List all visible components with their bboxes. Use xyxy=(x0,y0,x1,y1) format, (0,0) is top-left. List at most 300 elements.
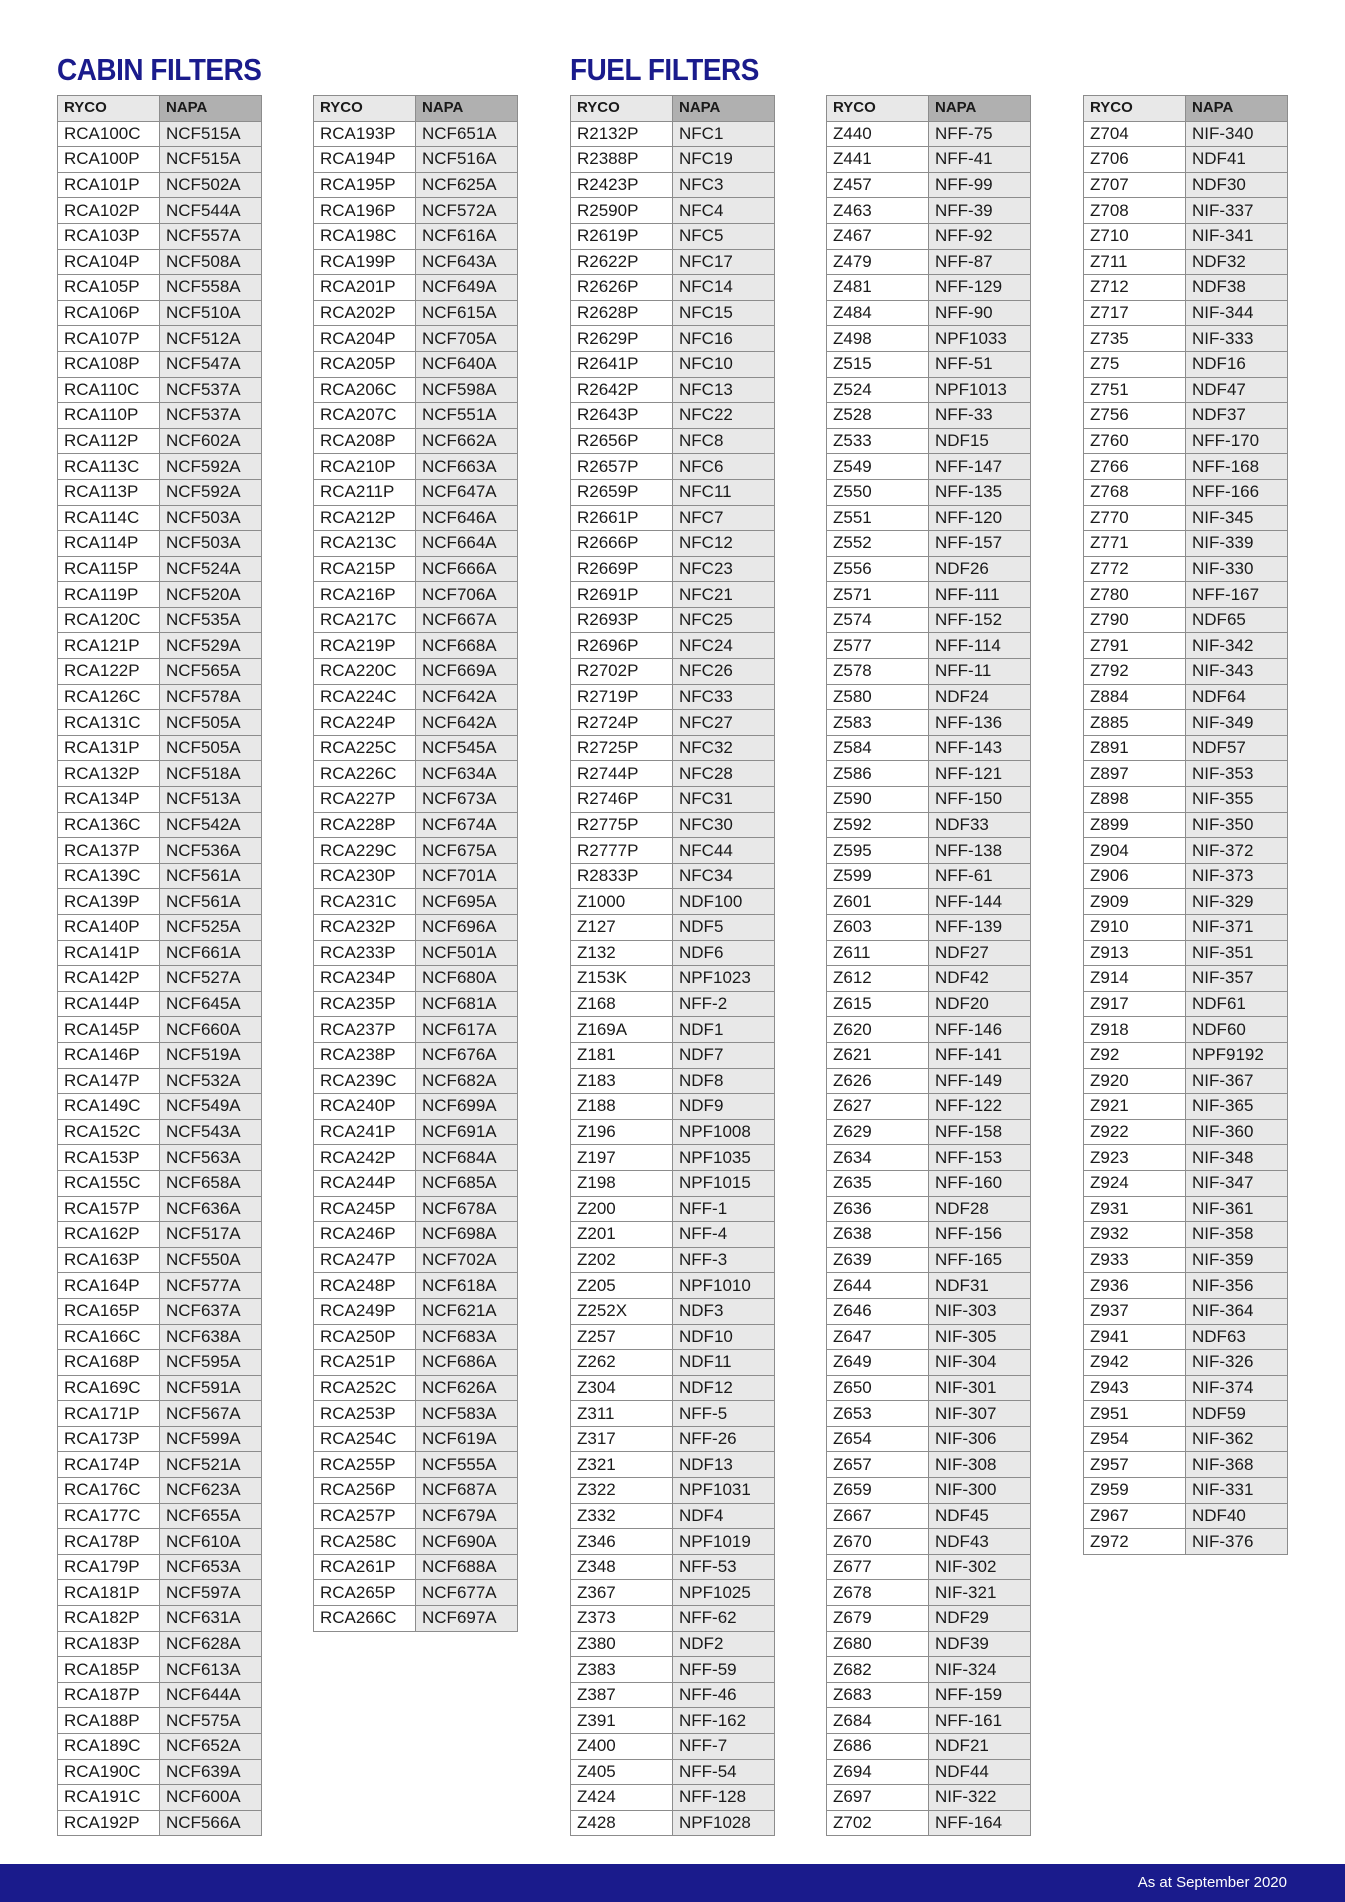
ryco-part-number: R2656P xyxy=(571,428,673,454)
table-row xyxy=(58,1324,262,1350)
napa-part-number: NCF615A xyxy=(416,300,518,326)
napa-part-number: NFF-87 xyxy=(929,249,1031,275)
table-row xyxy=(571,531,775,557)
table-row xyxy=(827,1350,1031,1376)
napa-part-number: NIF-372 xyxy=(1186,838,1288,864)
napa-part-number: NFF-139 xyxy=(929,915,1031,941)
napa-part-number: NFC44 xyxy=(673,838,775,864)
ryco-part-number: RCA246P xyxy=(314,1222,416,1248)
ryco-part-number: Z918 xyxy=(1084,1017,1186,1043)
napa-part-number: NIF-341 xyxy=(1186,223,1288,249)
napa-part-number: NCF595A xyxy=(160,1350,262,1376)
table-row xyxy=(58,403,262,429)
ryco-part-number: RCA204P xyxy=(314,326,416,352)
table-row xyxy=(571,966,775,992)
table-row xyxy=(314,403,518,429)
ryco-part-number: Z463 xyxy=(827,198,929,224)
ryco-part-number: Z644 xyxy=(827,1273,929,1299)
napa-part-number: NIF-364 xyxy=(1186,1298,1288,1324)
napa-part-number: NCF663A xyxy=(416,454,518,480)
napa-part-number: NCF660A xyxy=(160,1017,262,1043)
napa-part-number: NFF-149 xyxy=(929,1068,1031,1094)
napa-part-number: NFC4 xyxy=(673,198,775,224)
table-row xyxy=(314,121,518,147)
table-row xyxy=(571,1247,775,1273)
napa-part-number: NIF-330 xyxy=(1186,556,1288,582)
table-row xyxy=(314,1401,518,1427)
table-row xyxy=(58,633,262,659)
table-row xyxy=(827,1222,1031,1248)
ryco-part-number: Z168 xyxy=(571,991,673,1017)
ryco-part-number: Z603 xyxy=(827,915,929,941)
table-row xyxy=(571,249,775,275)
napa-part-number: NFC1 xyxy=(673,121,775,147)
ryco-part-number: RCA193P xyxy=(314,121,416,147)
ryco-part-number: RCA233P xyxy=(314,940,416,966)
napa-part-number: NIF-339 xyxy=(1186,531,1288,557)
table-row xyxy=(1084,479,1288,505)
table-row xyxy=(571,1426,775,1452)
napa-part-number: NCF524A xyxy=(160,556,262,582)
ryco-part-number: Z771 xyxy=(1084,531,1186,557)
napa-part-number: NCF578A xyxy=(160,684,262,710)
ryco-part-number: RCA178P xyxy=(58,1529,160,1555)
table-row xyxy=(827,377,1031,403)
table-header-row xyxy=(571,96,775,122)
table-row xyxy=(827,1324,1031,1350)
table-row xyxy=(314,1350,518,1376)
ryco-part-number: RCA169C xyxy=(58,1375,160,1401)
table-row xyxy=(1084,889,1288,915)
ryco-part-number: RCA164P xyxy=(58,1273,160,1299)
napa-part-number: NDF5 xyxy=(673,915,775,941)
napa-part-number: NDF12 xyxy=(673,1375,775,1401)
napa-part-number: NIF-348 xyxy=(1186,1145,1288,1171)
table-row xyxy=(1084,633,1288,659)
table-row xyxy=(58,275,262,301)
ryco-column-header: RYCO xyxy=(314,96,416,122)
ryco-part-number: RCA192P xyxy=(58,1810,160,1836)
napa-part-number: NPF9192 xyxy=(1186,1042,1288,1068)
napa-part-number: NIF-307 xyxy=(929,1401,1031,1427)
table-row xyxy=(1084,223,1288,249)
napa-part-number: NCF597A xyxy=(160,1580,262,1606)
napa-part-number: NCF652A xyxy=(160,1734,262,1760)
table-row xyxy=(571,1734,775,1760)
ryco-part-number: Z627 xyxy=(827,1094,929,1120)
table-row xyxy=(1084,1478,1288,1504)
ryco-part-number: Z943 xyxy=(1084,1375,1186,1401)
table-row xyxy=(571,1708,775,1734)
ryco-part-number: Z586 xyxy=(827,761,929,787)
table-row xyxy=(827,838,1031,864)
table-row xyxy=(314,1247,518,1273)
ryco-part-number: Z638 xyxy=(827,1222,929,1248)
napa-part-number: NCF673A xyxy=(416,787,518,813)
napa-part-number: NCF501A xyxy=(416,940,518,966)
napa-part-number: NFC30 xyxy=(673,812,775,838)
ryco-part-number: Z791 xyxy=(1084,633,1186,659)
ryco-part-number: RCA250P xyxy=(314,1324,416,1350)
napa-part-number: NCF701A xyxy=(416,863,518,889)
napa-part-number: NFC34 xyxy=(673,863,775,889)
napa-part-number: NPF1025 xyxy=(673,1580,775,1606)
napa-part-number: NPF1023 xyxy=(673,966,775,992)
ryco-part-number: RCA252C xyxy=(314,1375,416,1401)
table-row xyxy=(58,1631,262,1657)
table-row xyxy=(314,1196,518,1222)
table-row xyxy=(58,1094,262,1120)
ryco-part-number: Z440 xyxy=(827,121,929,147)
ryco-part-number: RCA152C xyxy=(58,1119,160,1145)
ryco-part-number: RCA191C xyxy=(58,1785,160,1811)
ryco-part-number: Z697 xyxy=(827,1785,929,1811)
napa-part-number: NCF698A xyxy=(416,1222,518,1248)
table-row xyxy=(314,838,518,864)
ryco-part-number: Z1000 xyxy=(571,889,673,915)
ryco-part-number: R2744P xyxy=(571,761,673,787)
napa-part-number: NCF520A xyxy=(160,582,262,608)
table-row xyxy=(571,889,775,915)
napa-part-number: NCF602A xyxy=(160,428,262,454)
table-row xyxy=(314,300,518,326)
table-row xyxy=(571,838,775,864)
table-row xyxy=(314,198,518,224)
ryco-part-number: Z153K xyxy=(571,966,673,992)
ryco-column-header: RYCO xyxy=(571,96,673,122)
napa-part-number: NIF-359 xyxy=(1186,1247,1288,1273)
napa-part-number: NIF-321 xyxy=(929,1580,1031,1606)
table-row xyxy=(827,1068,1031,1094)
napa-part-number: NFC12 xyxy=(673,531,775,557)
ryco-part-number: Z262 xyxy=(571,1350,673,1376)
ryco-part-number: Z923 xyxy=(1084,1145,1186,1171)
table-row xyxy=(314,607,518,633)
ryco-part-number: RCA121P xyxy=(58,633,160,659)
napa-part-number: NCF628A xyxy=(160,1631,262,1657)
ryco-part-number: R2661P xyxy=(571,505,673,531)
table-row xyxy=(1084,428,1288,454)
ryco-part-number: Z552 xyxy=(827,531,929,557)
table-row xyxy=(1084,659,1288,685)
napa-part-number: NIF-302 xyxy=(929,1554,1031,1580)
napa-part-number: NCF631A xyxy=(160,1606,262,1632)
table-row xyxy=(827,1298,1031,1324)
napa-part-number: NDF9 xyxy=(673,1094,775,1120)
ryco-part-number: RCA145P xyxy=(58,1017,160,1043)
napa-part-number: NFF-161 xyxy=(929,1708,1031,1734)
ryco-part-number: RCA131P xyxy=(58,735,160,761)
ryco-part-number: RCA208P xyxy=(314,428,416,454)
napa-part-number: NCF565A xyxy=(160,659,262,685)
ryco-part-number: RCA240P xyxy=(314,1094,416,1120)
ryco-part-number: R2132P xyxy=(571,121,673,147)
napa-part-number: NIF-361 xyxy=(1186,1196,1288,1222)
ryco-part-number: Z659 xyxy=(827,1478,929,1504)
table-row xyxy=(827,1529,1031,1555)
napa-part-number: NFC21 xyxy=(673,582,775,608)
table-row xyxy=(571,147,775,173)
napa-part-number: NCF572A xyxy=(416,198,518,224)
napa-part-number: NCF643A xyxy=(416,249,518,275)
ryco-part-number: RCA163P xyxy=(58,1247,160,1273)
ryco-part-number: Z498 xyxy=(827,326,929,352)
table-row xyxy=(827,403,1031,429)
napa-part-number: NFF-51 xyxy=(929,351,1031,377)
napa-part-number: NCF625A xyxy=(416,172,518,198)
ryco-part-number: Z201 xyxy=(571,1222,673,1248)
napa-part-number: NFC33 xyxy=(673,684,775,710)
ryco-part-number: Z75 xyxy=(1084,351,1186,377)
ryco-part-number: Z942 xyxy=(1084,1350,1186,1376)
napa-part-number: NCF679A xyxy=(416,1503,518,1529)
ryco-part-number: Z682 xyxy=(827,1657,929,1683)
ryco-part-number: RCA253P xyxy=(314,1401,416,1427)
napa-part-number: NPF1028 xyxy=(673,1810,775,1836)
napa-part-number: NCF583A xyxy=(416,1401,518,1427)
ryco-part-number: Z957 xyxy=(1084,1452,1186,1478)
table-row xyxy=(571,1068,775,1094)
ryco-part-number: RCA181P xyxy=(58,1580,160,1606)
table-row xyxy=(571,121,775,147)
table-row xyxy=(58,889,262,915)
napa-part-number: NCF678A xyxy=(416,1196,518,1222)
ryco-part-number: R2696P xyxy=(571,633,673,659)
table-row xyxy=(58,1298,262,1324)
napa-part-number: NCF561A xyxy=(160,863,262,889)
table-row xyxy=(571,300,775,326)
table-row xyxy=(571,659,775,685)
table-row xyxy=(1084,454,1288,480)
ryco-part-number: RCA217C xyxy=(314,607,416,633)
napa-part-number: NCF680A xyxy=(416,966,518,992)
ryco-part-number: Z615 xyxy=(827,991,929,1017)
table-row xyxy=(827,1606,1031,1632)
ryco-part-number: RCA110C xyxy=(58,377,160,403)
napa-part-number: NIF-350 xyxy=(1186,812,1288,838)
napa-part-number: NIF-360 xyxy=(1186,1119,1288,1145)
table-row xyxy=(1084,1350,1288,1376)
table-row xyxy=(314,863,518,889)
ryco-part-number: Z933 xyxy=(1084,1247,1186,1273)
table-row xyxy=(571,172,775,198)
table-row xyxy=(58,915,262,941)
table-row xyxy=(571,812,775,838)
ryco-part-number: RCA266C xyxy=(314,1606,416,1632)
table-row xyxy=(58,300,262,326)
napa-part-number: NIF-326 xyxy=(1186,1350,1288,1376)
napa-part-number: NFC5 xyxy=(673,223,775,249)
table-row xyxy=(58,1042,262,1068)
napa-part-number: NDF43 xyxy=(929,1529,1031,1555)
table-row xyxy=(314,787,518,813)
ryco-part-number: Z684 xyxy=(827,1708,929,1734)
table-row xyxy=(58,172,262,198)
table-row xyxy=(827,198,1031,224)
napa-part-number: NFF-138 xyxy=(929,838,1031,864)
napa-part-number: NCF537A xyxy=(160,403,262,429)
napa-part-number: NFF-150 xyxy=(929,787,1031,813)
ryco-part-number: RCA114C xyxy=(58,505,160,531)
ryco-part-number: RCA115P xyxy=(58,556,160,582)
napa-part-number: NCF667A xyxy=(416,607,518,633)
ryco-part-number: Z380 xyxy=(571,1631,673,1657)
table-row xyxy=(827,1119,1031,1145)
napa-part-number: NIF-340 xyxy=(1186,121,1288,147)
ryco-part-number: RCA238P xyxy=(314,1042,416,1068)
table-header-row xyxy=(58,96,262,122)
table-row xyxy=(1084,531,1288,557)
table-row xyxy=(571,1452,775,1478)
table-row xyxy=(58,1785,262,1811)
table-row xyxy=(827,1580,1031,1606)
table-row xyxy=(314,172,518,198)
napa-part-number: NCF705A xyxy=(416,326,518,352)
table-row xyxy=(571,1682,775,1708)
ryco-part-number: Z257 xyxy=(571,1324,673,1350)
table-row xyxy=(314,966,518,992)
napa-part-number: NIF-357 xyxy=(1186,966,1288,992)
table-row xyxy=(314,915,518,941)
ryco-part-number: Z373 xyxy=(571,1606,673,1632)
napa-part-number: NDF6 xyxy=(673,940,775,966)
table-row xyxy=(58,1708,262,1734)
ryco-part-number: RCA247P xyxy=(314,1247,416,1273)
table-row xyxy=(827,915,1031,941)
ryco-part-number: RCA114P xyxy=(58,531,160,557)
table-row xyxy=(314,1094,518,1120)
napa-part-number: NFC8 xyxy=(673,428,775,454)
ryco-part-number: RCA248P xyxy=(314,1273,416,1299)
napa-part-number: NIF-303 xyxy=(929,1298,1031,1324)
ryco-part-number: RCA100P xyxy=(58,147,160,173)
napa-part-number: NIF-329 xyxy=(1186,889,1288,915)
ryco-part-number: Z198 xyxy=(571,1170,673,1196)
napa-part-number: NDF26 xyxy=(929,556,1031,582)
napa-part-number: NCF688A xyxy=(416,1554,518,1580)
table-row xyxy=(58,1196,262,1222)
ryco-part-number: RCA256P xyxy=(314,1478,416,1504)
ryco-part-number: R2746P xyxy=(571,787,673,813)
ryco-part-number: Z792 xyxy=(1084,659,1186,685)
table-row xyxy=(571,1324,775,1350)
napa-part-number: NFC32 xyxy=(673,735,775,761)
ryco-part-number: Z972 xyxy=(1084,1529,1186,1555)
ryco-part-number: RCA224C xyxy=(314,684,416,710)
table-row xyxy=(827,531,1031,557)
table-row xyxy=(571,915,775,941)
table-row xyxy=(314,582,518,608)
table-row xyxy=(827,1759,1031,1785)
ryco-part-number: Z400 xyxy=(571,1734,673,1760)
table-row xyxy=(58,735,262,761)
napa-part-number: NCF561A xyxy=(160,889,262,915)
ryco-part-number: RCA155C xyxy=(58,1170,160,1196)
napa-part-number: NIF-362 xyxy=(1186,1426,1288,1452)
napa-part-number: NCF577A xyxy=(160,1273,262,1299)
ryco-part-number: RCA219P xyxy=(314,633,416,659)
table-row xyxy=(1084,684,1288,710)
napa-part-number: NFF-53 xyxy=(673,1554,775,1580)
ryco-part-number: R2693P xyxy=(571,607,673,633)
ryco-part-number: Z612 xyxy=(827,966,929,992)
ryco-part-number: Z200 xyxy=(571,1196,673,1222)
ryco-part-number: RCA185P xyxy=(58,1657,160,1683)
table-row xyxy=(58,582,262,608)
ryco-part-number: Z770 xyxy=(1084,505,1186,531)
table-row xyxy=(58,1452,262,1478)
ryco-part-number: Z708 xyxy=(1084,198,1186,224)
table-row xyxy=(58,1247,262,1273)
napa-part-number: NCF642A xyxy=(416,710,518,736)
table-row xyxy=(1084,582,1288,608)
ryco-part-number: Z712 xyxy=(1084,275,1186,301)
napa-part-number: NCF697A xyxy=(416,1606,518,1632)
table-row xyxy=(58,1145,262,1171)
table-row xyxy=(58,1606,262,1632)
table-row xyxy=(571,1119,775,1145)
ryco-part-number: RCA147P xyxy=(58,1068,160,1094)
napa-part-number: NFF-160 xyxy=(929,1170,1031,1196)
ryco-part-number: Z424 xyxy=(571,1785,673,1811)
ryco-part-number: Z790 xyxy=(1084,607,1186,633)
ryco-part-number: Z322 xyxy=(571,1478,673,1504)
table-row xyxy=(827,1554,1031,1580)
napa-part-number: NDF15 xyxy=(929,428,1031,454)
napa-part-number: NPF1033 xyxy=(929,326,1031,352)
napa-part-number: NDF59 xyxy=(1186,1401,1288,1427)
ryco-part-number: RCA234P xyxy=(314,966,416,992)
table-row xyxy=(827,889,1031,915)
table-row xyxy=(1084,1247,1288,1273)
ryco-part-number: Z202 xyxy=(571,1247,673,1273)
napa-part-number: NCF662A xyxy=(416,428,518,454)
ryco-part-number: Z321 xyxy=(571,1452,673,1478)
napa-part-number: NCF518A xyxy=(160,761,262,787)
table-row xyxy=(314,479,518,505)
napa-part-number: NCF623A xyxy=(160,1478,262,1504)
table-row xyxy=(827,351,1031,377)
napa-part-number: NDF1 xyxy=(673,1017,775,1043)
table-row xyxy=(827,812,1031,838)
table-row xyxy=(1084,991,1288,1017)
ryco-part-number: Z909 xyxy=(1084,889,1186,915)
table-row xyxy=(58,761,262,787)
table-row xyxy=(1084,1094,1288,1120)
table-row xyxy=(314,684,518,710)
ryco-part-number: Z611 xyxy=(827,940,929,966)
table-row xyxy=(571,1810,775,1836)
footer-bar xyxy=(0,1864,1345,1902)
napa-part-number: NCF557A xyxy=(160,223,262,249)
napa-part-number: NDF28 xyxy=(929,1196,1031,1222)
ryco-part-number: RCA226C xyxy=(314,761,416,787)
ryco-part-number: RCA132P xyxy=(58,761,160,787)
napa-part-number: NCF599A xyxy=(160,1426,262,1452)
ryco-part-number: Z127 xyxy=(571,915,673,941)
ryco-part-number: Z922 xyxy=(1084,1119,1186,1145)
table-row xyxy=(314,1426,518,1452)
table-row xyxy=(827,633,1031,659)
napa-part-number: NCF675A xyxy=(416,838,518,864)
napa-part-number: NFF-99 xyxy=(929,172,1031,198)
napa-part-number: NIF-344 xyxy=(1186,300,1288,326)
fuel-filters-title: FUEL FILTERS xyxy=(570,52,759,87)
ryco-part-number: RCA213C xyxy=(314,531,416,557)
ryco-part-number: Z590 xyxy=(827,787,929,813)
napa-part-number: NFC16 xyxy=(673,326,775,352)
ryco-part-number: Z387 xyxy=(571,1682,673,1708)
